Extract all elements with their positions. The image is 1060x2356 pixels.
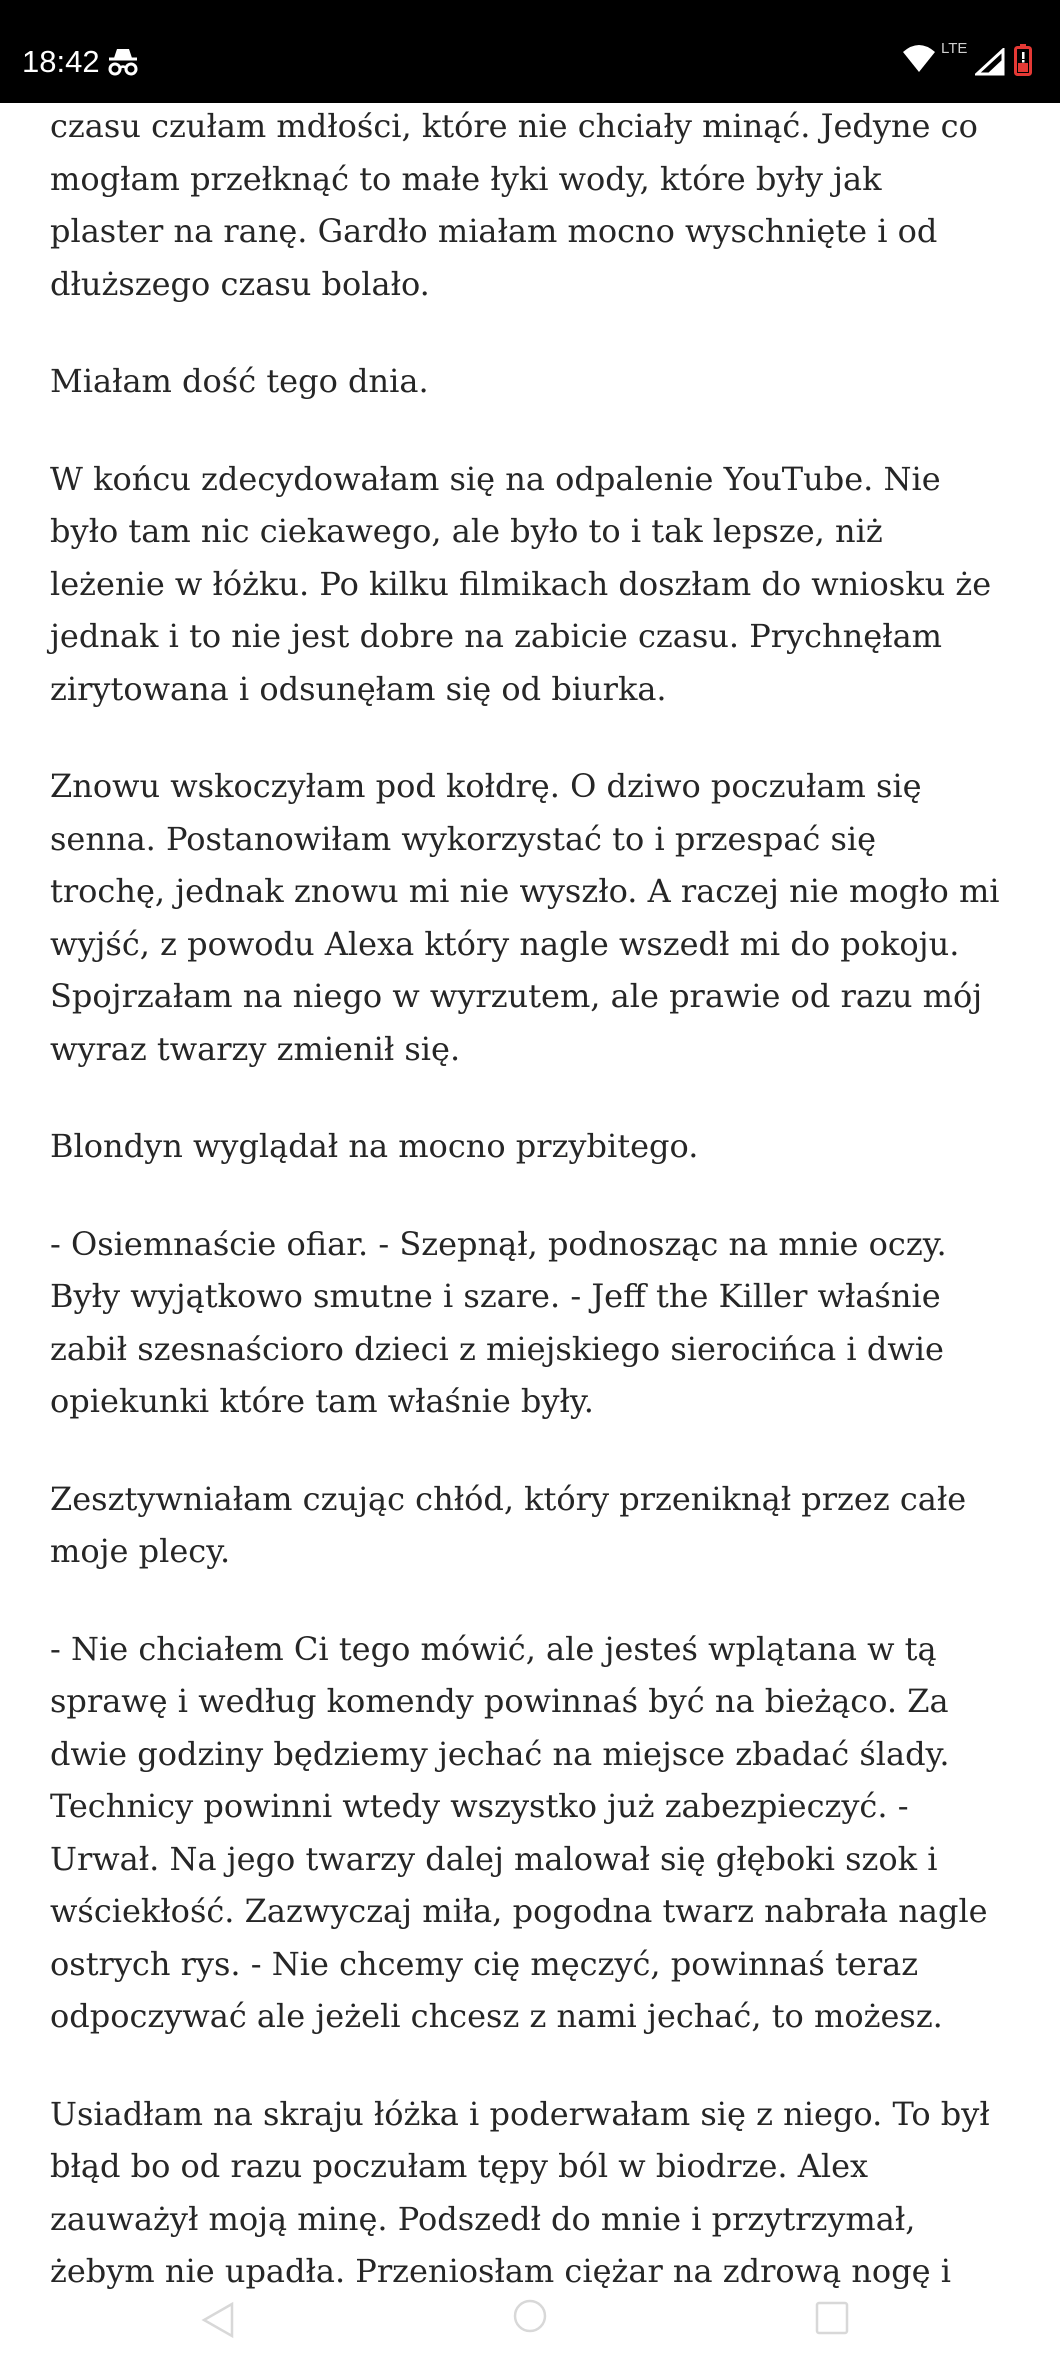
- article-body: [50, 100, 1000, 2343]
- article-paragraph: Blondyn wyglądał na mocno przybitego.: [50, 1127, 699, 1165]
- battery-low-icon: [1014, 44, 1032, 76]
- wifi-icon: [902, 42, 936, 74]
- article-paragraph: czasu czułam mdłości, które nie chciały minąć. Jedyne co mogłam przełknąć to małe łyki wody, które były jak plaster na ranę. Gardło miałam mocno wyschnięte i od dłuższego czasu bolało.: [50, 107, 978, 303]
- article-paragraph: Miałam dość tego dnia.: [50, 362, 429, 400]
- article-paragraph: - Osiemnaście ofiar. - Szepnął, podnosząc na mnie oczy. Były wyjątkowo smutne i szare. - Jeff the Killer właśnie zabił szesnaścioro dzieci z miejskiego sierocińca i dwie opiekunki które tam właśnie były.: [50, 1224, 947, 1420]
- article-paragraph: W końcu zdecydowałam się na odpalenie YouTube. Nie było tam nic ciekawego, ale było to i tak lepsze, niż leżenie w łóżku. Po kilku filmikach doszłam do wniosku że jednak i to nie jest dobre na zabicie czasu. Prychnęłam zirytowana i odsunęłam się od biurka.: [50, 459, 992, 708]
- article-paragraph: Znowu wskoczyłam pod kołdrę. O dziwo poczułam się senna. Postanowiłam wykorzystać to i przespać się trochę, jednak znowu mi nie wyszło. A raczej nie mogło mi wyjść, z powodu Alexa który nagle wszedł mi do pokoju. Spojrzałam na niego w wyrzutem, ale prawie od razu mój wyraz twarzy zmienił się.: [50, 767, 1000, 1068]
- article-paragraph: Usiadłam na skraju łóżka i poderwałam się z niego. To był błąd bo od razu poczułam tępy ból w biodrze. Alex zauważył moją minę. Podszedł do mnie i przytrzymał, żebym nie upadła. Przeniosłam ciężar na zdrową nogę i: [50, 2094, 990, 2290]
- status-bar: [0, 0, 1060, 103]
- recents-icon[interactable]: [814, 2300, 850, 2336]
- article-paragraph: - Nie chciałem Ci tego mówić, ale jesteś wplątana w tą sprawę i według komendy powinnaś być na bieżąco. Za dwie godziny będziemy jechać na miejsce zbadać ślady. Technicy powinni wtedy wszystko już zabezpieczyć. - Urwał. Na jego twarzy dalej malował się głęboki szok i wściekłość. Zazwyczaj miła, pogodna twarz nabrała nagle ostrych rys. - Nie chcemy cię męczyć, powinnaś teraz odpoczywać ale jeżeli chcesz z nami jechać, to możesz.: [50, 1629, 988, 2035]
- home-icon[interactable]: [512, 2298, 548, 2334]
- network-type-label: LTE: [941, 40, 968, 57]
- article-paragraph: Zesztywniałam czując chłód, który przeniknął przez całe moje plecy.: [50, 1479, 967, 1570]
- cell-signal-icon: [975, 48, 1005, 76]
- navigation-bar: [0, 2290, 1060, 2356]
- incognito-icon: [106, 47, 140, 77]
- back-icon[interactable]: [198, 2300, 238, 2340]
- status-time: 18:42: [22, 44, 100, 79]
